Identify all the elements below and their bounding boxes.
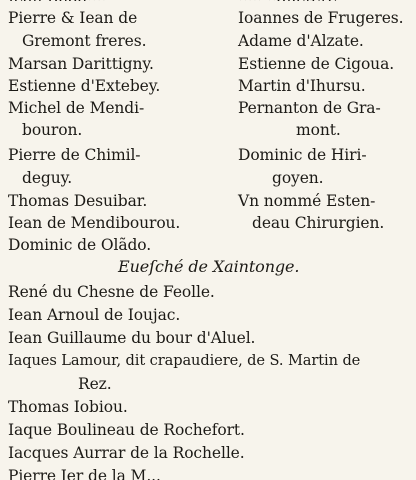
left-name-5: Michel de Mendi- [8,99,145,117]
right-name-4: Martin d'Ihursu. [238,77,366,95]
right-name-1: Ioannes de Frugeres. [238,9,404,27]
top-fragment-right [238,0,337,1]
section-line-7: Iaque Boulineau de Rochefort. [8,421,245,439]
section-line-1: René du Chesne de Feolle. [8,283,215,301]
right-name-10: deau Chirurgien. [252,214,385,232]
right-name-2: Adame d'Alzate. [238,32,364,50]
section-line-2: Iean Arnoul de Ioujac. [8,306,181,324]
left-name-2: Gremont freres. [22,32,147,50]
right-name-5: Pernanton de Gra- [238,99,381,117]
section-line-4: Iaques Lamour, dit crapaudiere, de S. Martin de [8,352,361,369]
left-name-3: Marsan Darittigny. [8,55,154,73]
left-name-11: Dominic de Olãdo. [8,236,152,254]
left-name-6: bouron. [22,121,83,139]
section-line-5: Rez. [78,375,112,393]
left-name-9: Thomas Desuibar. [8,192,148,210]
section-line-6: Thomas Iobiou. [8,398,128,416]
section-heading: Eueſché de Xaintonge. [118,257,300,276]
right-name-8: goyen. [272,169,324,187]
right-name-9: Vn nommé Esten- [238,192,376,210]
left-name-1: Pierre & Iean de [8,9,138,27]
top-fragment-left [8,0,106,1]
right-name-7: Dominic de Hiri- [238,146,367,164]
section-line-3: Iean Guillaume du bour d'Aluel. [8,329,256,347]
left-name-8: deguy. [22,169,73,187]
right-name-3: Estienne de Cigoua. [238,55,395,73]
left-name-10: Iean de Mendibourou. [8,214,181,232]
left-name-4: Estienne d'Extebey. [8,77,161,95]
section-line-9: Pierre Ier de la M... [8,467,161,480]
right-name-6: mont. [296,121,341,139]
left-name-7: Pierre de Chimil- [8,146,141,164]
section-line-8: Iacques Aurrar de la Rochelle. [8,444,245,462]
